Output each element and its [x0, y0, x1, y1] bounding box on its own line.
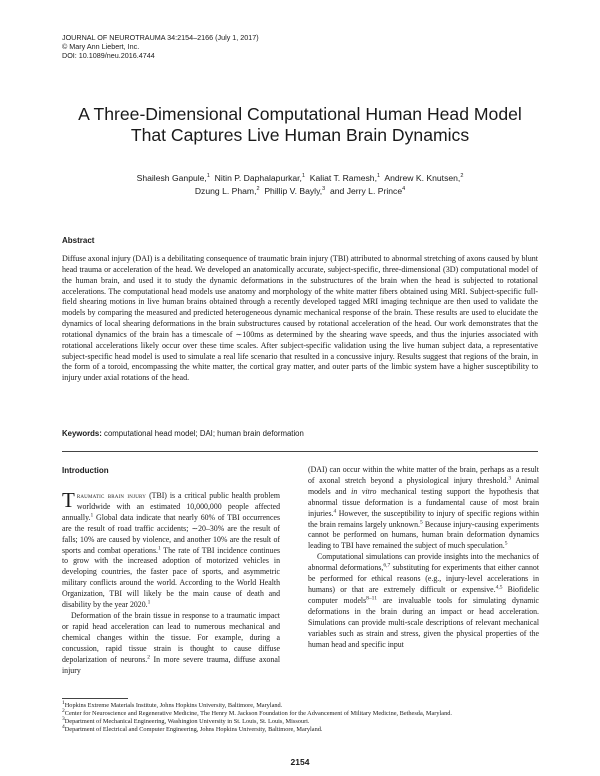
- intro-paragraph-1: Traumatic brain injury (TBI) is a critical public health problem worldwide with an estimated 10,000,000 people affected annually.$^1$ Global data indicate that nearly 60% of TBI occurrences are the result of road traffic accidents; ∼20–30% are the result of falls; 10% are caused by violence, and another 10% are the result of sports and combat operations.$^1$ The rate of TBI incidence continues to grow with the increased adoption of motorized vehicles in developing countries, the faster pace of sports, and asymmetric military conflicts around the world. According to the World Health Organization, TBI will likely be the main cause of death and disability by the year 2020.$^1$: [62, 488, 281, 610]
- author: Dzung L. Pham,$^2$: [194, 186, 260, 196]
- right-column: [308, 465, 539, 650]
- keywords-line: [62, 429, 538, 438]
- affiliations-footnotes: [62, 699, 538, 734]
- author: Nitin P. Daphalapurkar,$^1$: [214, 173, 305, 183]
- author: Phillip V. Bayly,$^3$: [264, 186, 326, 196]
- intro-paragraph-4: Computational simulations can provide insights into the mechanics of abnormal deformations,$^{6,7}$ substituting for experiments that either cannot be performed for ethical reasons (e.g., injury-level accelerations in humans) or that are extremely difficult or expensive.$^{4,5}$ Biofidelic computer models$^{8-11}$ are invaluable tools for simulating dynamic deformations in the brain during an impact or head acceleration. Simulations can provide multi-scale descriptions of relevant mechanical variables such as strain and stress, given the physical properties of the human head and specific input: [308, 552, 539, 649]
- section-divider: [62, 451, 538, 452]
- doi-line: DOI: 10.1089/neu.2016.4744: [62, 51, 155, 60]
- article-title: [40, 104, 560, 146]
- title-line-2: That Captures Live Human Brain Dynamics: [130, 125, 470, 145]
- author: Kaliat T. Ramesh,$^1$: [309, 173, 381, 183]
- abstract-text: Diffuse axonal injury (DAI) is a debilitating consequence of traumatic brain injury (TBI) attributed to abnormal stretching of axons caused by blunt head trauma or acceleration of the head. We developed an anatomically accurate, subject-specific, three-dimensional (3D) computational model of the human brain, and used it to study the dynamic deformations in the substructures of the brain when the head is subjected to rotational accelerations. The computational head models use anatomy and morphology of the white matter fibers obtained using MRI. Subject-specific full-field shearing motions in live human brains obtained through a recently developed tagged MRI imaging technique are then used to validate the models by comparing the measured and predicted heterogeneous dynamic mechanical response of the brain. These results are used to elucidate the dynamics of local shearing deformations in the brain substructures caused by rotational acceleration of the head. Our work demonstrates that the rotational dynamics of the brain has a timescale of ∼100ms as determined by the shearing wave speeds, and thus the injuries associated with rotational accelerations likely occur over these time scales. After subject-specific validation using the live human subject data, a representative subject-specific head model is used to simulate a real life scenario that resulted in a concussive injury. Results suggest that regions of the brain, in the form of a toroid, encompassing the white matter, the cortical gray matter, and outer parts of the limbic system have a higher susceptibility to injury under axial rotations of the head.: [62, 254, 538, 383]
- footnote: $^1$Hopkins Extreme Materials Institute, Johns Hopkins University, Baltimore, Maryland.: [62, 699, 283, 709]
- keywords-text: computational head model; DAI; human brain deformation: [104, 429, 304, 438]
- author: Shailesh Ganpule,$^1$: [136, 173, 210, 183]
- page-number: 2154: [290, 757, 310, 767]
- footnote-divider: [62, 698, 128, 699]
- journal-header: [62, 33, 259, 60]
- abstract-heading: Abstract: [62, 236, 95, 245]
- intro-paragraph-2: Deformation of the brain tissue in response to a traumatic impact or rapid head acceleration can lead to numerous mechanical and chemical changes within the tissue. For example, during a concussion, rapid tissue strain is thought to cause diffuse depolarization of neurons.$^2$ In more severe trauma, diffuse axonal injury: [62, 610, 280, 675]
- footnote: $^2$Center for Neuroscience and Regenerative Medicine, The Henry M. Jackson Foundation for the Advancement of Military Medicine, Bethesda, Maryland.: [62, 707, 452, 717]
- title-line-1: A Three-Dimensional Computational Human Head Model: [78, 104, 522, 124]
- copyright-line: © Mary Ann Liebert, Inc.: [62, 42, 140, 51]
- footnote: $^4$Department of Electrical and Computer Engineering, Johns Hopkins University, Baltimore, Maryland.: [62, 723, 323, 733]
- intro-paragraph-3: (DAI) can occur within the white matter of the brain, perhaps as a result of axonal stretch beyond a physiological injury threshold.$^3$ Animal models and in vitro mechanical testing support the hypothesis that abnormal tissue deformation is a fundamental cause of most brain injuries.$^4$ However, the susceptibility to injury of specific regions within the brain remains largely unknown.$^5$ Because injury-causing experiments cannot be performed on humans, human brain deformation dynamics leading to TBI have remained the subject of much speculation.$^5$: [308, 465, 539, 551]
- journal-citation: JOURNAL OF NEUROTRAUMA 34:2154–2166 (July 1, 2017): [62, 33, 259, 42]
- author-list: [50, 172, 550, 198]
- introduction-heading: Introduction: [62, 466, 109, 475]
- left-column: [62, 466, 280, 676]
- footnote: $^3$Department of Mechanical Engineering, Washington University in St. Louis, St. Louis, Missouri.: [62, 715, 310, 725]
- drop-cap: T: [62, 488, 75, 512]
- author: and Jerry L. Prince$^4$: [329, 186, 406, 196]
- author: Andrew K. Knutsen,$^2$: [384, 173, 464, 183]
- abstract-section: [62, 236, 538, 384]
- keywords-label: Keywords:: [62, 429, 102, 438]
